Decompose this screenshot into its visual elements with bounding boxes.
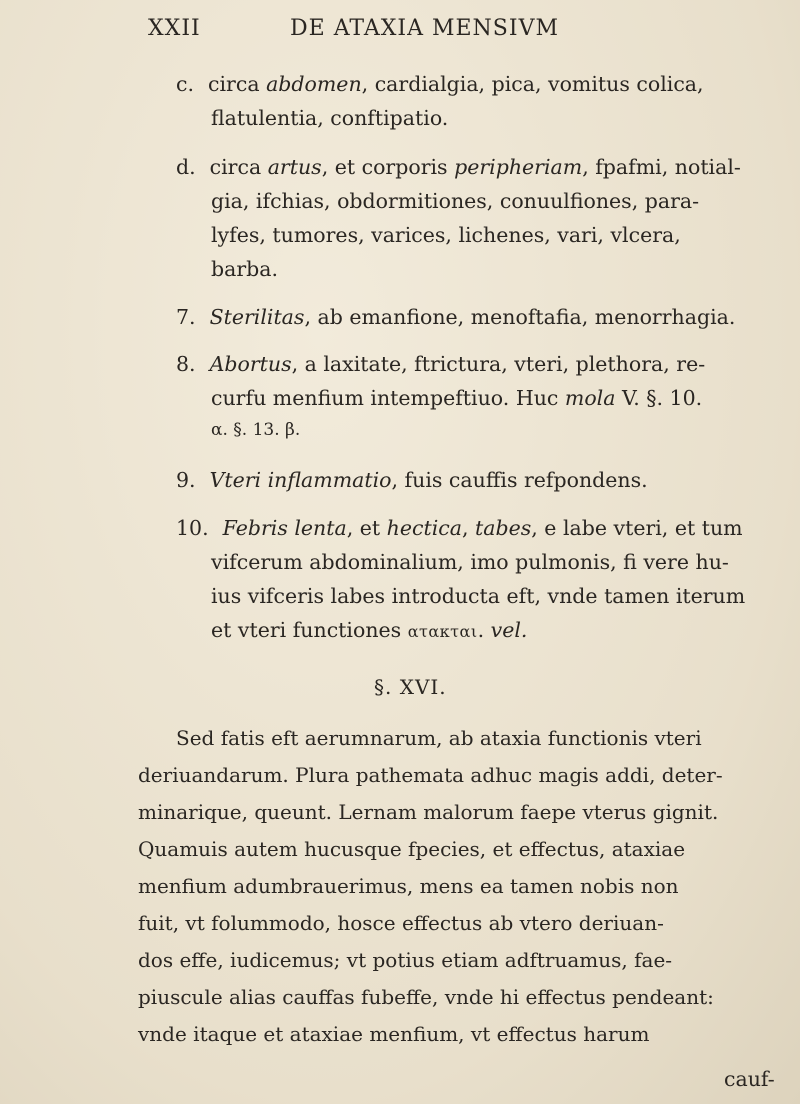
item-d-line-4: barba. xyxy=(211,257,279,281)
paragraph-line-4: Quamuis autem hucusque fpecies, et effectus, ataxiae xyxy=(138,837,686,861)
italic-term: peripheriam xyxy=(454,155,583,179)
item-10-line-3: ius vifceris labes introducta eft, vnde tamen iterum xyxy=(211,584,746,608)
page-number: XXII xyxy=(148,16,201,41)
running-title: DE ATAXIA MENSIVM xyxy=(290,16,559,41)
item-8-line-1 xyxy=(176,354,705,375)
text-run: et vteri functiones xyxy=(211,618,408,642)
text-run: curfu menfium intempeftiuo. Huc xyxy=(211,386,565,410)
item-c-line-2: flatulentia, conftipatio. xyxy=(211,106,449,130)
text-run: V. §. 10. xyxy=(615,386,703,410)
italic-term: artus xyxy=(267,155,322,179)
item-c-label: c. xyxy=(176,72,194,96)
item-9-label: 9. xyxy=(176,468,196,492)
paragraph-line-7: dos effe, iudicemus; vt potius etiam adftruamus, fae- xyxy=(138,948,673,972)
italic-term: abdomen xyxy=(266,72,362,96)
italic-term: hectica xyxy=(386,516,462,540)
text-run: , a laxitate, ftrictura, vteri, plethora, re- xyxy=(291,352,706,376)
paragraph-line-6: fuit, vt folummodo, hosce effectus ab vtero deriuan- xyxy=(138,911,664,935)
italic-term: mola xyxy=(564,386,616,410)
page-header xyxy=(0,8,800,48)
text-run: circa xyxy=(208,72,267,96)
item-10-line-4 xyxy=(211,620,527,641)
item-c-line-1 xyxy=(176,74,704,95)
text-run: , fuis cauffis refpondens. xyxy=(391,468,648,492)
paragraph-line-9: vnde itaque et ataxiae menfium, vt effectus harum xyxy=(138,1022,650,1046)
item-d-line-3: lyfes, tumores, varices, lichenes, vari, vlcera, xyxy=(211,223,681,247)
italic-term: Vteri inflammatio xyxy=(209,468,392,492)
item-7-label: 7. xyxy=(176,305,196,329)
text-run: circa xyxy=(209,155,268,179)
item-d-label: d. xyxy=(176,155,196,179)
item-d-line-1 xyxy=(176,157,741,178)
item-d-line-2: gia, ifchias, obdormitiones, conuulfiones, para- xyxy=(211,189,700,213)
item-9-line-1 xyxy=(176,470,648,491)
item-8-line-2 xyxy=(211,388,702,409)
paragraph-line-1: Sed fatis eft aerumnarum, ab ataxia functionis vteri xyxy=(176,726,702,750)
section-heading: §. XVI. xyxy=(374,675,447,699)
greek-term: ατακται xyxy=(407,622,478,641)
item-7-line-1 xyxy=(176,307,735,328)
italic-term: Sterilitas xyxy=(209,305,305,329)
item-10-line-1 xyxy=(176,518,743,539)
italic-term: Febris lenta xyxy=(222,516,347,540)
text-run: , cardialgia, pica, vomitus colica, xyxy=(361,72,704,96)
text-run: , et corporis xyxy=(321,155,455,179)
item-10-line-2: vifcerum abdominalium, imo pulmonis, fi vere hu- xyxy=(211,550,729,574)
italic-term: tabes xyxy=(475,516,532,540)
item-10-label: 10. xyxy=(176,516,209,540)
italic-term: Abortus xyxy=(209,352,292,376)
text-run: . xyxy=(477,618,491,642)
text-run: , fpafmi, notial- xyxy=(582,155,741,179)
catchword: cauf- xyxy=(724,1067,775,1091)
text-run: , ab emanfione, menoftafia, menorrhagia. xyxy=(304,305,736,329)
item-8-label: 8. xyxy=(176,352,196,376)
italic-term: vel. xyxy=(490,618,528,642)
paragraph-line-8: piuscule alias cauffas fubeffe, vnde hi effectus pendeant: xyxy=(138,985,714,1009)
item-8-line-3: α. §. 13. β. xyxy=(211,420,301,440)
paragraph-line-2: deriuandarum. Plura pathemata adhuc magis addi, deter- xyxy=(138,763,723,787)
paragraph-line-3: minarique, queunt. Lernam malorum faepe vterus gignit. xyxy=(138,800,719,824)
text-run: , e labe vteri, et tum xyxy=(531,516,743,540)
text-run: , xyxy=(461,516,476,540)
paragraph-line-5: menfium adumbrauerimus, mens ea tamen nobis non xyxy=(138,874,679,898)
text-run: , et xyxy=(346,516,387,540)
